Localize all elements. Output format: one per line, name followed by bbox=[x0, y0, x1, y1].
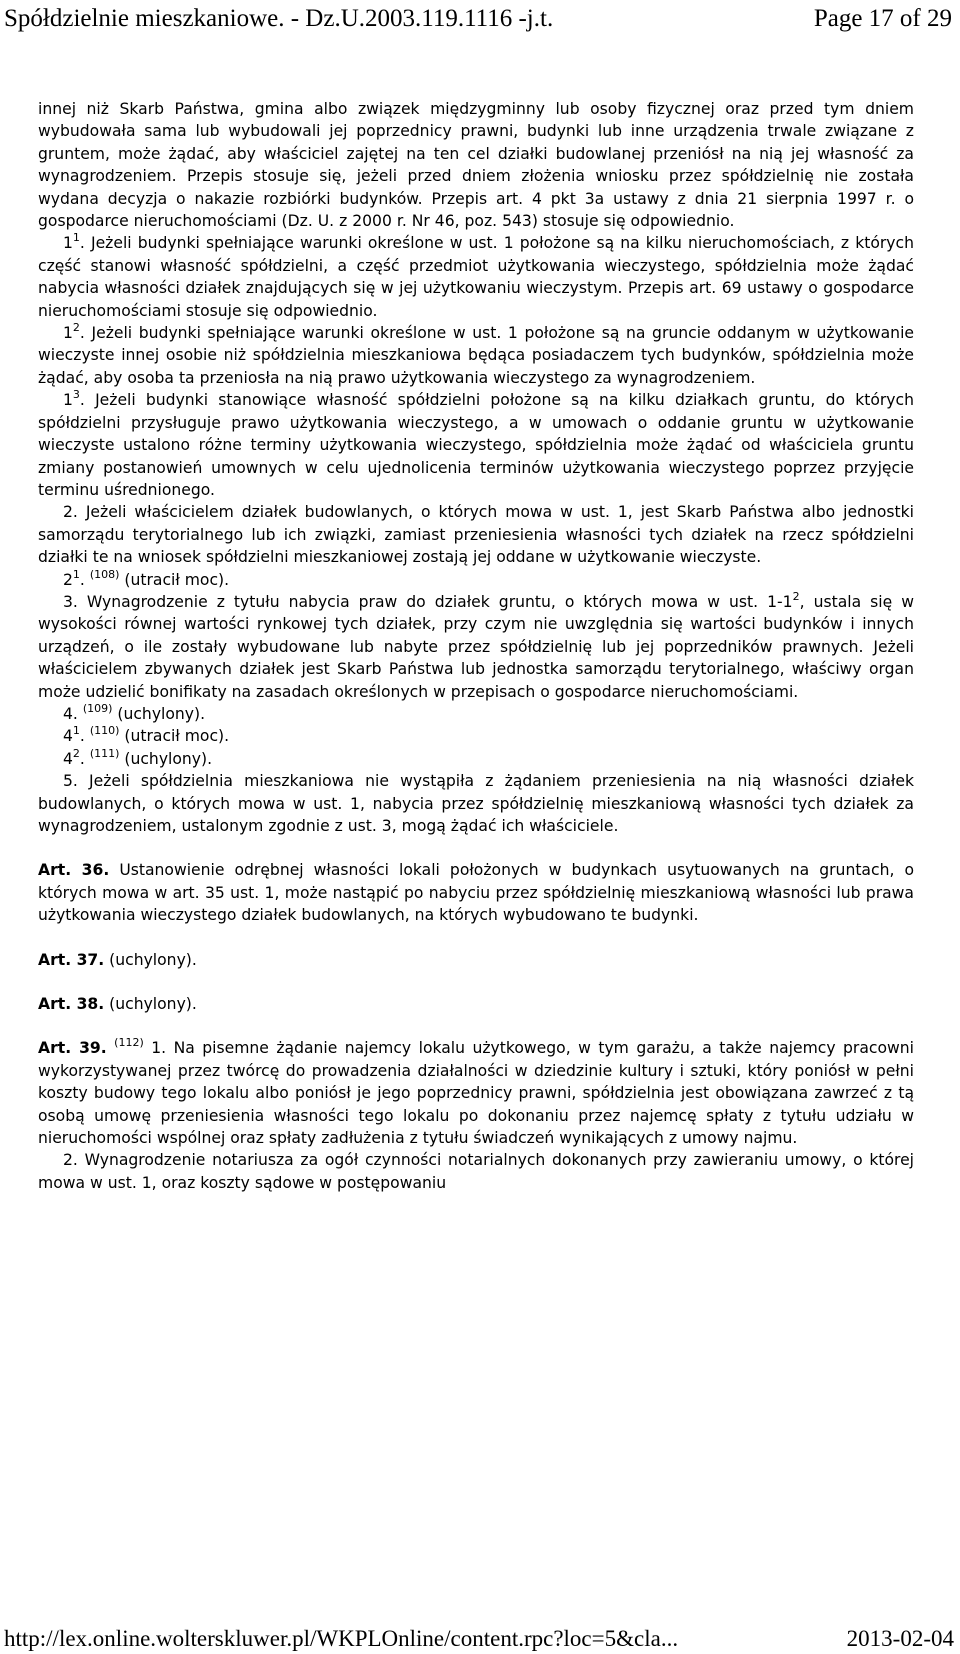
article-39-paragraph-2: 2. Wynagrodzenie notariusza za ogół czynności notarialnych dokonanych przy zawieraniu umowy, o której mowa w ust. 1, oraz koszty sądowe w postępowaniu bbox=[38, 1151, 914, 1192]
source-url: http://lex.online.wolterskluwer.pl/WKPLOnline/content.rpc?loc=5&cla... bbox=[4, 1626, 679, 1651]
paragraph-2-1: $2^1$. $^{(108)}$ (utracił moc). bbox=[63, 567, 230, 589]
footnote-ref-112: (112) bbox=[114, 1036, 144, 1050]
print-date: 2013-02-04 bbox=[846, 1626, 954, 1651]
article-39-label: Art. 39. bbox=[38, 1039, 107, 1058]
document-title: Spółdzielnie mieszkaniowe. - Dz.U.2003.119.1116 -j.t. bbox=[4, 5, 554, 32]
footnote-ref-108: (108) bbox=[89, 567, 120, 581]
article-36: Art. 36. Ustanowienie odrębnej własności lokali położonych w budynkach usytuowanych na gruntach, o których mowa w art. 35 ust. 1, może nastąpić po nabyciu przez spółdzielnię mieszkaniową własności lub prawa użytkowania wieczystego działek budowlanych, na których wybudowano te budynki. bbox=[38, 861, 914, 925]
article-37-label: Art. 37. bbox=[38, 950, 105, 969]
paragraph-1-2: $1^2$. Jeżeli budynki spełniające warunki określone w ust. 1 położone są na gruncie oddanym w użytkowanie wieczyste innej osobie niż spółdzielnia mieszkaniowa będąca posiadaczem tych budynków, spółdzielnia może żądać, aby osoba ta przeniosła na nią prawo użytkowania wieczystego za wynagrodzeniem. bbox=[38, 321, 914, 387]
article-39: Art. 39. $^{(112)}$ 1. Na pisemne żądanie najemcy lokalu użytkowego, w tym garażu, a także najemcy pracowni wykorzystywanej przez twórcę do prowadzenia działalności w dziedzinie kultury i sztuki, który poniósł w pełni koszty budowy tego lokalu albo poniósł je jego poprzednicy prawni, spółdzielnia jest obowiązana zawrzeć z tą osobą umowę przeniesienia własności tego lokalu po dokonaniu przez najemcę spłaty z tytułu udziału w nieruchomości wspólnej oraz spłaty zadłużenia z tytułu świadczeń wynikających z umowy najmu. bbox=[38, 1036, 914, 1148]
paragraph-3: 3. Wynagrodzenie z tytułu nabycia praw do działek gruntu, o których mowa w ust. $1-1^2$, ustala się w wysokości równej wartości rynkowej tych działek, przy czym nie uwzględnia się wartości budynków i innych urządzeń, o ile zostały wybudowane lub nabyte przez spółdzielnię lub jej poprzedników prawnych. Jeżeli właścicielem zbywanych działek jest Skarb Państwa lub jednostka samorządu terytorialnego, właściwy organ może udzielić bonifikaty na zasadach określonych w przepisach o gospodarce nieruchomościami. bbox=[38, 589, 914, 701]
paragraph-1-3: $1^3$. Jeżeli budynki stanowiące własność spółdzielni położone są na kilku działkach gruntu, do których spółdzielni przysługuje prawo użytkowania wieczystego, a w umowach o oddanie gruntu w użytkowanie wieczyste ustalono różne terminy użytkowania wieczystego, spółdzielnia może żądać od właściciela gruntu zmiany postanowień umownych w celu ujednolicenia terminów użytkowania wieczystego poprzez przyjęcie terminu uśrednionego. bbox=[38, 388, 914, 499]
page-footer bbox=[4, 1624, 954, 1654]
paragraph-4-2: $4^2$. $^{(111)}$ (uchylony). bbox=[63, 746, 213, 768]
footnote-ref-110: (110) bbox=[89, 724, 120, 738]
paragraph-1-1: $1^1$. Jeżeli budynki spełniające warunki określone w ust. 1 położone są na kilku nieruchomościach, z których część stanowi własność spółdzielni, a część przedmiot użytkowania wieczystego, spółdzielnia może żądać nabycia własności działek znajdujących się w jej użytkowaniu wieczystym. Przepis art. 69 ustawy o gospodarce nieruchomościami stosuje się odpowiednio. bbox=[38, 231, 914, 320]
paragraph-1-continued: innej niż Skarb Państwa, gmina albo związek międzygminny lub osoby fizycznej oraz przed tym dniem wybudowała sama lub wybudowali jej poprzednicy prawni, budynki lub inne urządzenia trwale związane z gruntem, może żądać, aby właściciel zajętej na ten cel działki budowlanej przeniósł na nią jej własność za wynagrodzeniem. Przepis stosuje się, jeżeli przed dniem złożenia wniosku przez spółdzielnię nie została wydana decyzja o nakazie rozbiórki budynków. Przepis art. 4 pkt 3a ustawy z dnia 21 sierpnia 1997 r. o gospodarce nieruchomościami (Dz. U. z 2000 r. Nr 46, poz. 543) stosuje się odpowiednio. bbox=[38, 100, 914, 231]
page-number: Page 17 of 29 bbox=[813, 5, 952, 32]
footnote-ref-111: (111) bbox=[89, 746, 120, 760]
paragraph-4: 4. $^{(109)}$ (uchylony). bbox=[63, 701, 206, 723]
page-header bbox=[4, 2, 952, 36]
paragraph-5: 5. Jeżeli spółdzielnia mieszkaniowa nie wystąpiła z żądaniem przeniesienia na nią własności działek budowlanych, o których mowa w ust. 1, nabycia przez spółdzielnię mieszkaniową własności tych działek za wynagrodzeniem, ustalonym zgodnie z ust. 3, mogą żądać ich właściciele. bbox=[38, 772, 914, 835]
document-body bbox=[38, 98, 914, 1194]
paragraph-4-1: $4^1$. $^{(110)}$ (utracił moc). bbox=[63, 724, 230, 746]
paragraph-2: 2. Jeżeli właścicielem działek budowlanych, o których mowa w ust. 1, jest Skarb Państwa albo jednostki samorządu terytorialnego lub ich związki, zamiast przeniesienia własności tych działek na rzecz spółdzielni działki te na wniosek spółdzielni mieszkaniowej zostają jej oddane w użytkowanie wieczyste. bbox=[38, 503, 914, 567]
article-38: Art. 38. (uchylony). bbox=[38, 995, 197, 1014]
article-36-label: Art. 36. bbox=[38, 861, 110, 880]
footnote-ref-109: (109) bbox=[82, 701, 113, 715]
article-38-label: Art. 38. bbox=[38, 995, 105, 1014]
article-37: Art. 37. (uchylony). bbox=[38, 950, 197, 969]
